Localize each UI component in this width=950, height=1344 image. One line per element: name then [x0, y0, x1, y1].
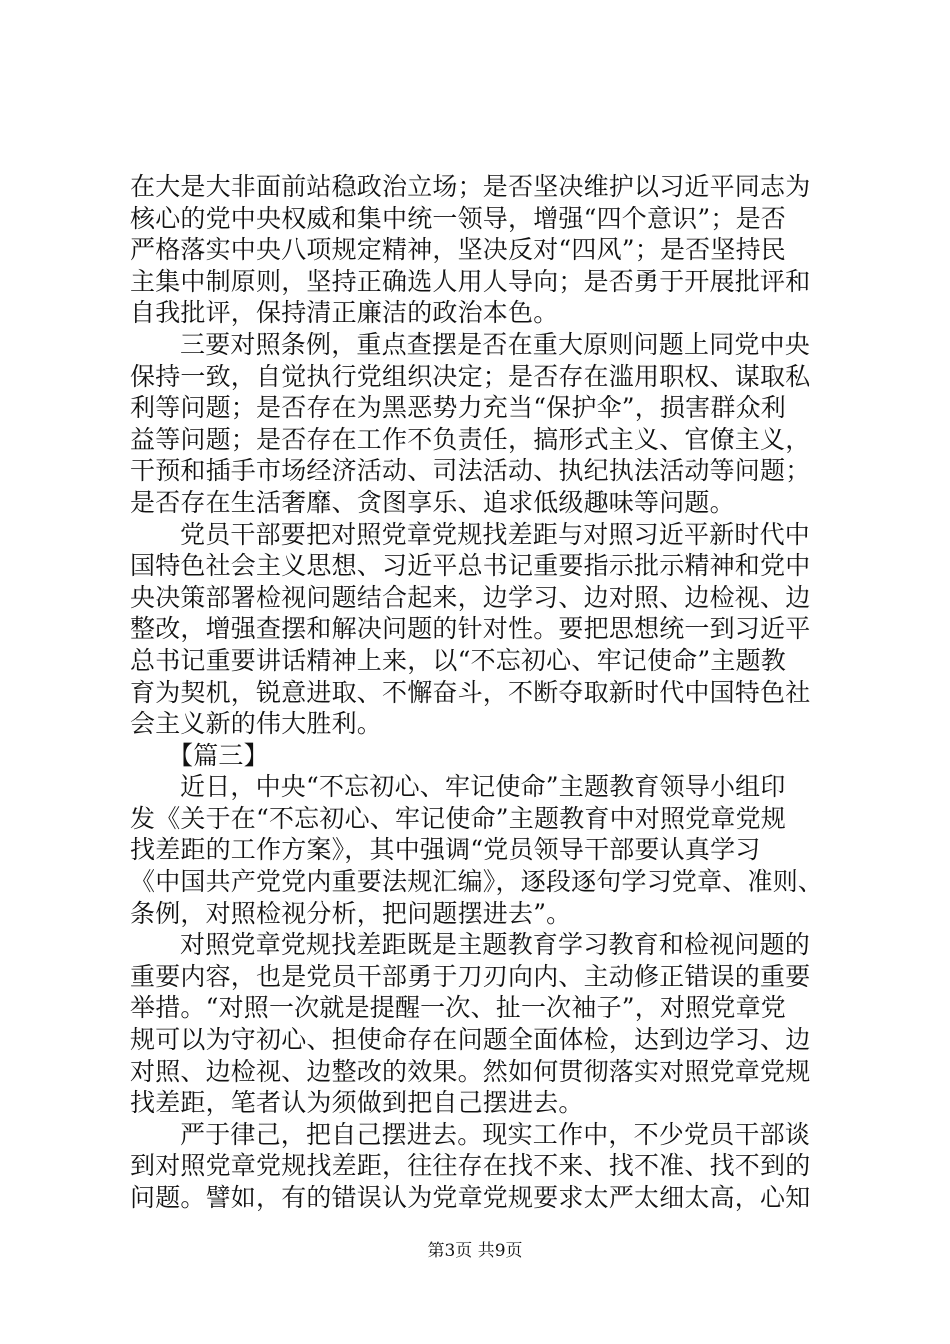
text-line: 会主义新的伟大胜利。 [130, 709, 383, 739]
text-line: 规可以为守初心、担使命存在问题全面体检，达到边学习、边 [130, 1025, 811, 1055]
text-line: 举措。“对照一次就是提醒一次、扯一次袖子”，对照党章党 [130, 993, 786, 1023]
text-line: 到对照党章党规找差距，往往存在找不来、找不准、找不到的 [130, 1151, 811, 1181]
text-line: 严于律己，把自己摆进去。现实工作中，不少党员干部谈 [180, 1119, 811, 1149]
text-line: 《中国共产党党内重要法规汇编》，逐段逐句学习党章、准则、 [130, 867, 824, 897]
text-line: 三要对照条例，重点查摆是否在重大原则问题上同党中央 [180, 329, 811, 359]
text-line: 对照党章党规找差距既是主题教育学习教育和检视问题的 [180, 930, 811, 960]
text-line: 重要内容，也是党员干部勇于刀刃向内、主动修正错误的重要 [130, 961, 811, 991]
text-line: 找差距的工作方案》，其中强调“党员领导干部要认真学习 [130, 835, 761, 865]
text-line: 严格落实中央八项规定精神，坚决反对“四风”；是否坚持民 [130, 235, 786, 265]
text-line: 自我批评，保持清正廉洁的政治本色。 [130, 298, 559, 328]
text-line: 国特色社会主义思想、习近平总书记重要指示批示精神和党中 [130, 551, 811, 581]
text-line: 育为契机，锐意进取、不懈奋斗，不断夺取新时代中国特色社 [130, 677, 811, 707]
text-line: 整改，增强查摆和解决问题的针对性。要把思想统一到习近平 [130, 614, 811, 644]
text-line: 益等问题；是否存在工作不负责任，搞形式主义、官僚主义， [130, 424, 811, 454]
text-line: 发《关于在“不忘初心、牢记使命”主题教育中对照党章党规 [130, 803, 786, 833]
section-heading: 【篇三】 [168, 740, 269, 770]
text-line: 在大是大非面前站稳政治立场；是否坚决维护以习近平同志为 [130, 172, 811, 201]
text-line: 找差距，笔者认为须做到把自己摆进去。 [130, 1088, 584, 1118]
text-line: 总书记重要讲话精神上来，以“不忘初心、牢记使命”主题教 [130, 645, 786, 675]
text-line: 利等问题；是否存在为黑恶势力充当“保护伞”，损害群众利 [130, 393, 786, 423]
text-line: 问题。譬如，有的错误认为党章党规要求太严太细太高，心知 [130, 1183, 811, 1212]
text-line: 核心的党中央权威和集中统一领导，增强“四个意识”；是否 [130, 203, 786, 233]
text-line: 主集中制原则，坚持正确选人用人导向；是否勇于开展批评和 [130, 266, 811, 296]
text-line: 是否存在生活奢靡、贪图享乐、追求低级趣味等问题。 [130, 487, 735, 517]
text-line: 央决策部署检视问题结合起来，边学习、边对照、边检视、边 [130, 582, 811, 612]
text-line: 干预和插手市场经济活动、司法活动、执纪执法活动等问题； [130, 456, 811, 486]
text-line: 党员干部要把对照党章党规找差距与对照习近平新时代中 [180, 519, 811, 549]
text-line: 条例，对照检视分析，把问题摆进去”。 [130, 898, 572, 928]
page-footer: 第3页 共9页 [427, 1241, 523, 1261]
text-line: 近日，中央“不忘初心、牢记使命”主题教育领导小组印 [180, 772, 786, 802]
text-line: 对照、边检视、边整改的效果。然如何贯彻落实对照党章党规 [130, 1056, 811, 1086]
text-line: 保持一致，自觉执行党组织决定；是否存在滥用职权、谋取私 [130, 361, 811, 391]
document-body [130, 171, 840, 1214]
